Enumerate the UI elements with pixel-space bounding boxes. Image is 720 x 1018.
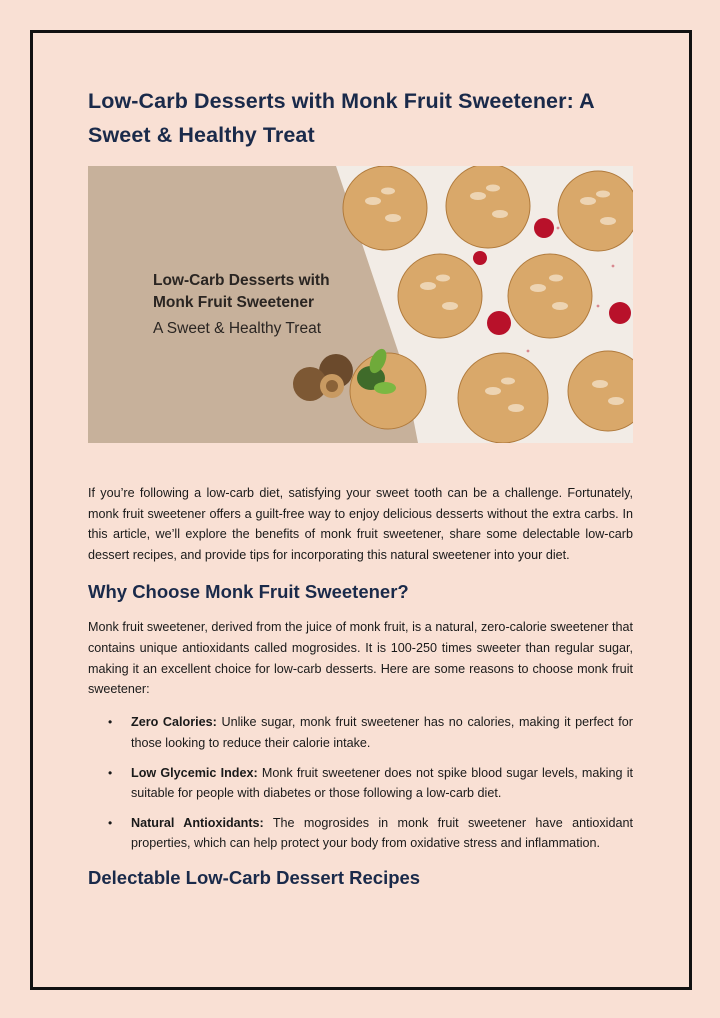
list-item-text: The mogrosides in monk fruit sweetener have antioxidant properties, which can help protect your body from oxidative stress and inflammation.: [131, 815, 633, 851]
list-item-text: Monk fruit sweetener does not spike blood sugar levels, making it suitable for people with diabetes or those following a low-carb diet.: [131, 765, 633, 801]
list-item-term: Natural Antioxidants:: [131, 815, 264, 830]
list-item: [88, 813, 633, 854]
intro-paragraph: If you’re following a low-carb diet, satisfying your sweet tooth can be a challenge. Fortunately, monk fruit sweetener offers a guilt-free way to enjoy delicious desserts without the extra carbs. In this article, we’ll explore the benefits of monk fruit sweetener, share some delectable low-carb dessert recipes, and provide tips for incorporating this natural sweetener into your diet.: [88, 486, 633, 562]
article-title: Low-Carb Desserts with Monk Fruit Sweetener: A Sweet & Healthy Treat: [88, 89, 594, 147]
reasons-list: [88, 712, 633, 854]
list-item-term: Low Glycemic Index:: [131, 765, 258, 780]
list-item-term: Zero Calories:: [131, 715, 217, 730]
hero-image: [88, 166, 633, 443]
article-content: [88, 84, 633, 893]
list-item-text: Unlike sugar, monk fruit sweetener has no calories, making it perfect for those looking to reduce their calorie intake.: [131, 715, 633, 750]
bullet-icon: •: [108, 815, 113, 830]
hero-subtitle: A Sweet & Healthy Treat: [153, 320, 322, 337]
section-heading-why: Why Choose Monk Fruit Sweetener?: [88, 581, 409, 603]
hero-title-line2: Monk Fruit Sweetener: [153, 294, 315, 311]
list-item: [88, 712, 633, 753]
list-item: [88, 763, 633, 804]
section-heading-recipes: Delectable Low-Carb Dessert Recipes: [88, 866, 421, 888]
hero-title-line1: Low-Carb Desserts with: [153, 272, 330, 289]
bullet-icon: •: [108, 715, 113, 730]
bullet-icon: •: [108, 765, 113, 780]
section-paragraph-why: Monk fruit sweetener, derived from the juice of monk fruit, is a natural, zero-calorie sweetener that contains unique antioxidants called mogrosides. It is 100-250 times sweeter than regular sugar, making it an excellent choice for low-carb desserts. Here are some reasons to choose monk fruit sweetener:: [88, 620, 633, 697]
hero-caption: [153, 270, 403, 342]
